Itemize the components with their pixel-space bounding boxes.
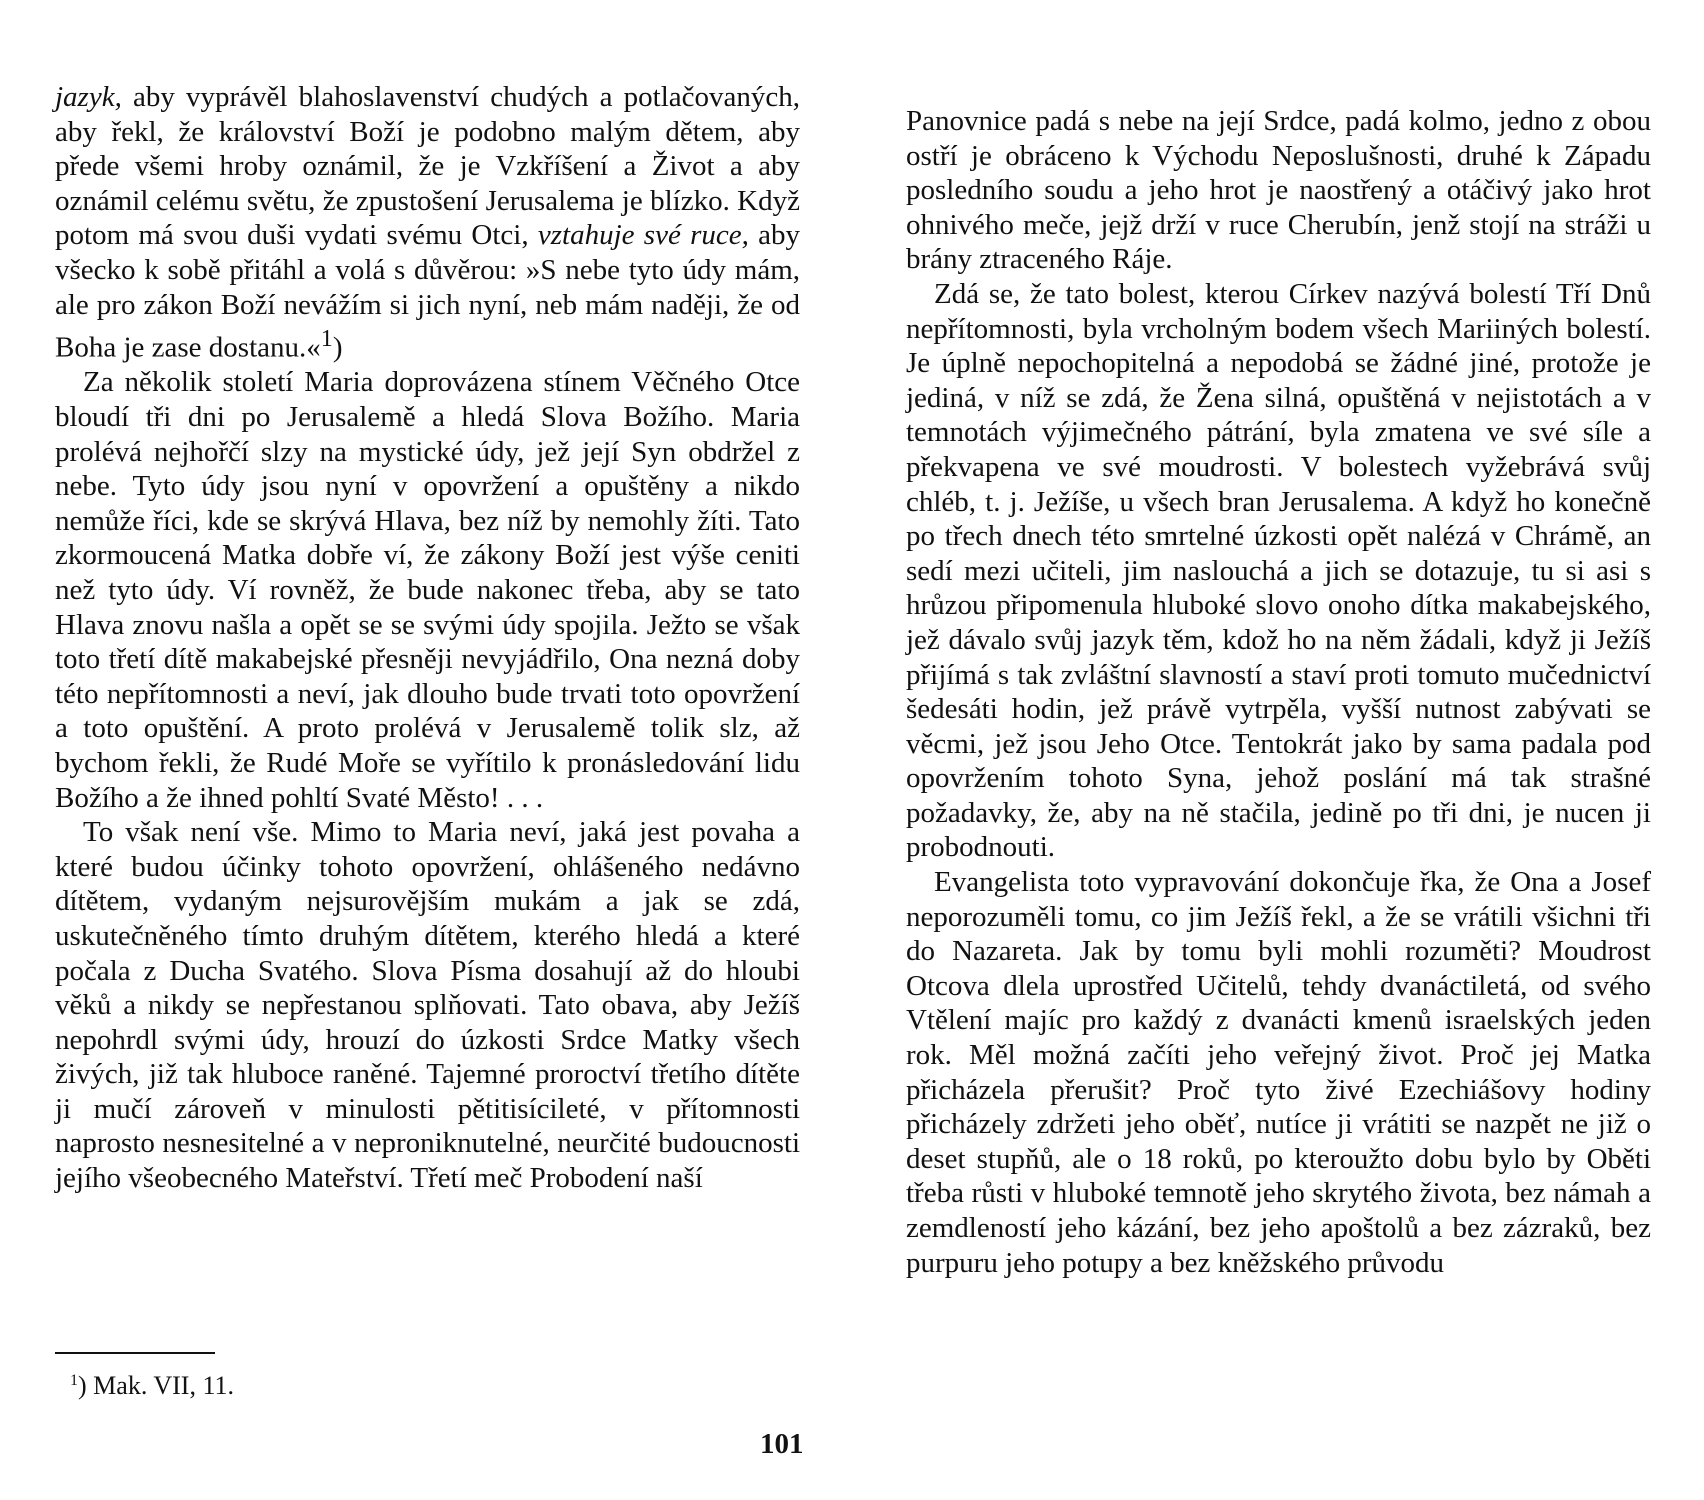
- right-paragraph-3: Evangelista toto vypravování dokončuje řka, že Ona a Josef neporozuměli tomu, co jim Ježíš řekl, a že se vrátili všichni tři do Nazareta. Jak by tomu byli mohli rozuměti? Moudrost Otcova dlela uprostřed Učitelů, tehdy dvanáctiletá, od svého Vtělení majíc pro každý z dvanácti kmenů israelských jeden rok. Měl možná začíti jeho veřejný život. Proč jej Matka přicházela přerušit? Proč tyto živé Ezechiášovy hodiny přicházely zdržeti jeho oběť, nutíce ji vrátiti se nazpět ne již o deset stupňů, ale o 18 roků, po kteroužto dobu bylo by Oběti třeba růsti v hluboké temnotě jeho skrytého života, bez námah a zemdleností jeho kázání, bez jeho apoštolů a bez zázraků, bez purpuru jeho potupy a bez kněžského průvodu: [906, 866, 1651, 1279]
- italic-word: jazyk,: [55, 81, 122, 113]
- italic-phrase: vztahuje své ruce,: [537, 219, 749, 252]
- right-paragraph-1: Panovnice padá s nebe na její Srdce, padá kolmo, jedno z obou ostří je obráceno k Východu Neposlušnosti, druhé k Západu posledního soudu a jeho hrot je naostřený a otáčivý jako hrot ohnivého meče, jejž drží v ruce Cherubín, jenž stojí na stráži u brány ztraceného Ráje.: [906, 105, 1651, 276]
- footnote-text: ) Mak. VII, 11.: [78, 1371, 234, 1400]
- footnote-marker: 1: [70, 1372, 78, 1389]
- right-paragraph-2: Zdá se, že tato bolest, kterou Církev nazývá bolestí Tří Dnů nepřítomnosti, byla vrcholným bodem všech Mariiných bolestí. Je úplně nepochopitelná a nepodobá se žádné jiné, protože je jediná, v níž se zdá, že Žena silná, opuštěná v nejistotách a v temnotách výjimečného pátrání, byla zmatena ve své síle a překvapena ve své moudrosti. V bolestech vyžebrává svůj chléb, t. j. Ježíše, u všech bran Jerusalema. A když ho konečně po třech dnech této smrtelné úzkosti opět nalézá v Chrámě, an sedí mezi učiteli, jim naslouchá a jich se dotazuje, tu si asi s hrůzou připomenula hluboké slovo onoho dítka makabejského, jež dávalo svůj jazyk těm, kdož ho na něm žádali, když ji Ježíš přijímá s tak zvláštní slavností a staví proti tomuto mučednictví šedesáti hodin, jež právě vytrpěla, vyšší nutnost zabývati se věcmi, jež jsou Jeho Otce. Tentokrát jako by sama padala pod opovržením tohoto Syna, jehož poslání má tak strašné požadavky, že, aby na ně stačila, jedině po tři dni, je nucen ji probodnouti.: [906, 277, 1651, 864]
- page-number: 101: [760, 1428, 804, 1460]
- paragraph-text: aby vyprávěl blahoslavenství chudých a potlačovaných, aby řekl, že království Boží je podobno malým dětem, aby přede všemi hroby oznámil, že je Vzkříšení a Život a aby oznámil celému světu, že zpustošení Jerusalema je blízko. Když potom má svou duši vydati svému Otci,: [55, 81, 800, 252]
- footnote-reference: 1: [320, 325, 333, 353]
- right-page: [852, 0, 1704, 1500]
- footnote-divider: [55, 1352, 215, 1354]
- left-paragraph-1: [55, 80, 800, 365]
- footnote: [70, 1366, 234, 1401]
- paragraph-text: aby všecko k sobě přitáhl a volá s důvěrou: »S nebe tyto údy mám, ale pro zákon Boží nevážím si jich nyní, neb mám naději, že od Boha je zase dostanu.«: [55, 219, 801, 364]
- left-paragraph-2: Za několik století Maria doprovázena stínem Věčného Otce bloudí tři dni po Jerusalemě a hledá Slova Božího. Maria prolévá nejhořčí slzy na mystické údy, jež její Syn obdržel z nebe. Tyto údy jsou nyní v opovržení a opuštěny a nikdo nemůže říci, kde se skrývá Hlava, bez níž by nemohly žíti. Tato zkormoucená Matka dobře ví, že zákony Boží jest výše ceniti než tyto údy. Ví rovněž, že bude nakonec třeba, aby se tato Hlava znovu našla a opět se se svými údy spojila. Ježto se však toto třetí dítě makabejské přesněji nevyjádřilo, Ona nezná doby této nepřítomnosti a neví, jak dlouho bude trvati toto opovržení a toto opuštění. A proto prolévá v Jerusalemě tolik slz, až bychom řekli, že Rudé Moře se vyřítilo k pronásledování lidu Božího a že ihned pohltí Svaté Město! . . .: [55, 366, 800, 814]
- left-text-column: [55, 80, 800, 1196]
- paragraph-text: ): [332, 331, 343, 364]
- right-text-column: [906, 104, 1651, 1280]
- left-paragraph-3: To však není vše. Mimo to Maria neví, jaká jest povaha a které budou účinky tohoto opovržení, ohlášeného nedávno dítětem, vydaným nejsurovějším mukám a jak se zdá, uskutečněného tímto druhým dítětem, kterého hledá a které počala z Ducha Svatého. Slova Písma dosahují až do hloubi věků a nikdy se nepřestanou splňovati. Tato obava, aby Ježíš nepohrdl svými údy, hrouzí do úzkosti Srdce Matky všech živých, již tak hluboce raněné. Tajemné proroctví třetího dítěte ji mučí zároveň v minulosti pětitisícileté, v přítomnosti naprosto nesnesitelné a v neproniknutelné, neurčité budoucnosti jejího všeobecného Mateřství. Třetí meč Probodení naší: [55, 816, 800, 1195]
